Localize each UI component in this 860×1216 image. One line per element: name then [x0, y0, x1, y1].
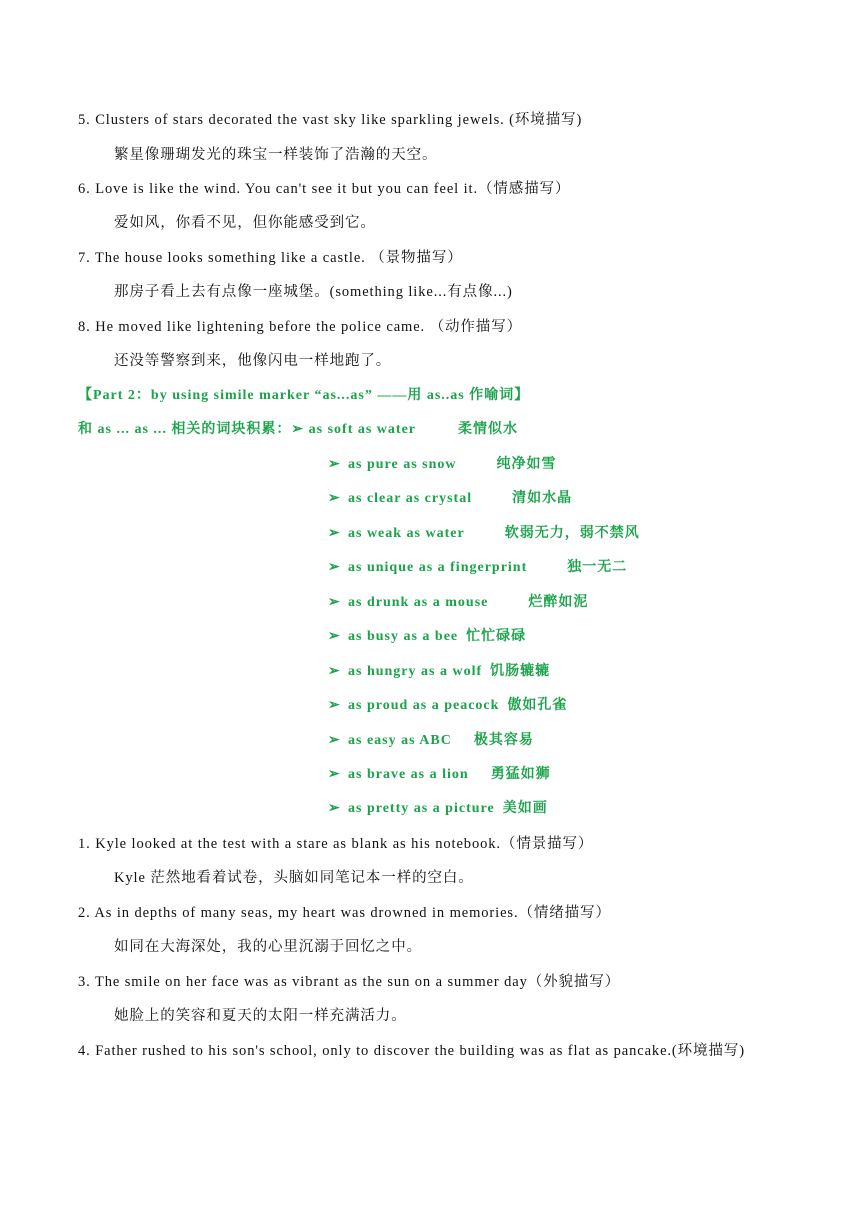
arrow-icon: ➢ [328, 560, 341, 575]
phrase-english: as unique as a fingerprint [348, 560, 528, 575]
phrase-list-first-row [78, 420, 518, 440]
arrow-icon: ➢ [328, 526, 341, 541]
arrow-icon: ➢ [328, 698, 341, 713]
phrase-item [328, 799, 548, 819]
phrase-chinese: 柔情似水 [458, 422, 519, 437]
phrase-chinese: 美如画 [502, 801, 548, 816]
example-p2-2-chinese: 如同在大海深处，我的心里沉溺于回忆之中。 [114, 939, 422, 955]
example-7-chinese: 那房子看上去有点像一座城堡。(something like...有点像...) [114, 284, 513, 300]
arrow-icon: ➢ [328, 733, 341, 748]
phrase-chinese: 傲如孔雀 [507, 698, 568, 713]
example-8-english: 8. He moved like lightening before the police came. （动作描写） [78, 319, 522, 335]
phrase-chinese: 烂醉如泥 [528, 595, 589, 610]
arrow-icon: ➢ [328, 801, 341, 816]
example-p2-3-english: 3. The smile on her face was as vibrant as the sun on a summer day（外貌描写） [78, 974, 621, 990]
arrow-icon: ➢ [328, 595, 341, 610]
arrow-icon: ➢ [328, 629, 341, 644]
example-5-english: 5. Clusters of stars decorated the vast sky like sparkling jewels. (环境描写) [78, 112, 583, 128]
phrase-english: as drunk as a mouse [348, 595, 489, 610]
accumulation-label: 和 as ... as ... 相关的词块积累： [78, 422, 292, 437]
phrase-item [328, 765, 551, 785]
phrase-english: as clear as crystal [348, 491, 473, 506]
phrase-item [328, 731, 534, 751]
phrase-chinese: 软弱无力，弱不禁风 [504, 526, 640, 541]
phrase-item [328, 455, 557, 475]
phrase-chinese: 纯净如雪 [496, 457, 557, 472]
example-p2-1-english: 1. Kyle looked at the test with a stare as blank as his notebook.（情景描写） [78, 836, 594, 852]
arrow-icon: ➢ [328, 457, 341, 472]
example-p2-3-chinese: 她脸上的笑容和夏天的太阳一样充满活力。 [114, 1008, 407, 1024]
phrase-english: as brave as a lion [348, 767, 469, 782]
phrase-item [328, 593, 588, 613]
arrow-icon: ➢ [328, 491, 341, 506]
arrow-icon: ➢ [328, 664, 341, 679]
phrase-english: as pretty as a picture [348, 801, 495, 816]
example-6-english: 6. Love is like the wind. You can't see it but you can feel it.（情感描写） [78, 181, 571, 197]
part2-heading: 【Part 2：by using simile marker “as...as” ——用 as..as 作喻词】 [78, 388, 530, 403]
phrase-chinese: 清如水晶 [512, 491, 573, 506]
arrow-icon: ➢ [328, 767, 341, 782]
phrase-chinese: 独一无二 [567, 560, 628, 575]
phrase-item [328, 696, 567, 716]
example-8-chinese: 还没等警察到来，他像闪电一样地跑了。 [114, 353, 392, 369]
example-7-english: 7. The house looks something like a castle. （景物描写） [78, 250, 463, 266]
phrase-english: as pure as snow [348, 457, 457, 472]
phrase-chinese: 勇猛如狮 [490, 767, 551, 782]
example-6-chinese: 爱如风，你看不见，但你能感受到它。 [114, 215, 376, 231]
phrase-chinese: 忙忙碌碌 [466, 629, 527, 644]
example-p2-2-english: 2. As in depths of many seas, my heart was drowned in memories.（情绪描写） [78, 905, 611, 921]
phrase-english: as hungry as a wolf [348, 664, 483, 679]
phrase-item [328, 627, 526, 647]
phrase-english: as busy as a bee [348, 629, 459, 644]
phrase-english: as weak as water [348, 526, 465, 541]
phrase-item [328, 524, 640, 544]
phrase-item [328, 662, 550, 682]
example-p2-4-english: 4. Father rushed to his son's school, only to discover the building was as flat as pancake.(环境描写) [78, 1043, 745, 1059]
phrase-chinese: 饥肠辘辘 [490, 664, 551, 679]
phrase-english: as soft as water [308, 422, 417, 437]
phrase-item [328, 489, 572, 509]
example-5-chinese: 繁星像珊瑚发光的珠宝一样装饰了浩瀚的天空。 [114, 147, 438, 163]
example-p2-1-chinese: Kyle 茫然地看着试卷，头脑如同笔记本一样的空白。 [114, 870, 474, 886]
phrase-english: as easy as ABC [348, 733, 452, 748]
arrow-icon: ➢ [291, 422, 305, 437]
phrase-item [328, 558, 627, 578]
phrase-chinese: 极其容易 [473, 733, 534, 748]
phrase-english: as proud as a peacock [348, 698, 500, 713]
